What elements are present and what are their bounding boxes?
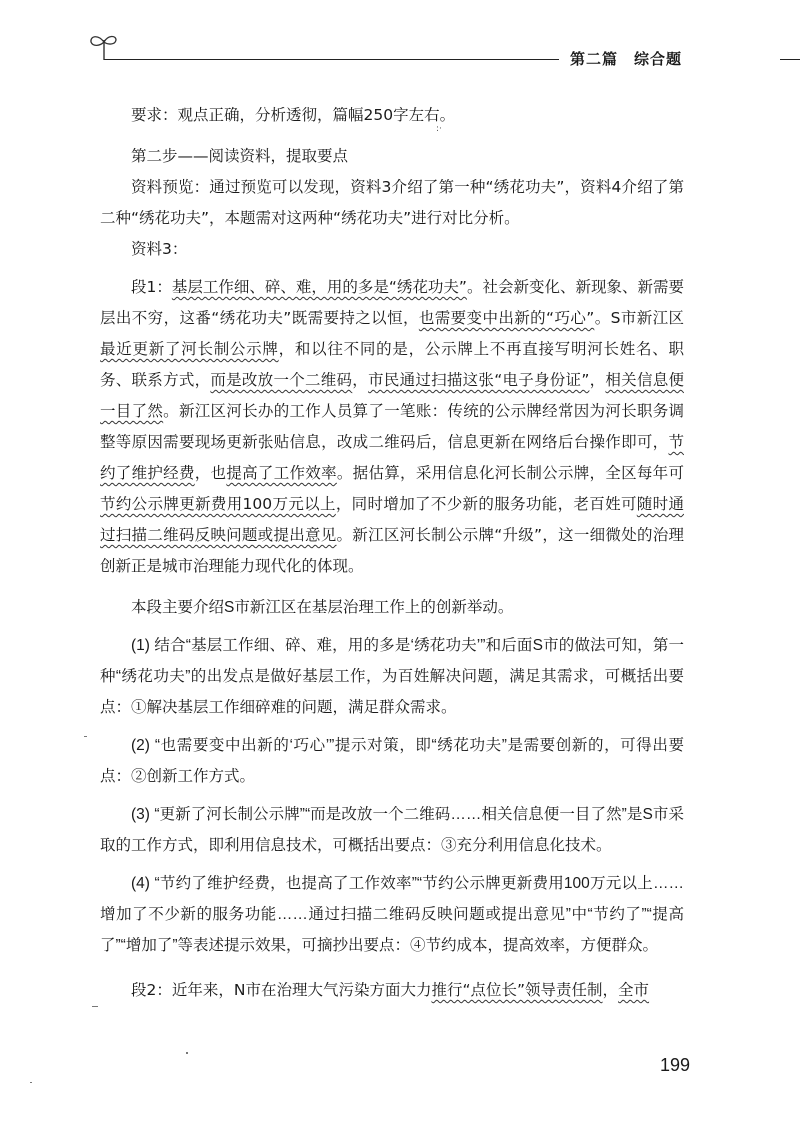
p1-wavy-10: 随时通过扫描二维码反映问题或提出意见 (100, 495, 684, 544)
paragraph-2 (100, 975, 684, 1006)
page-number: 199 (660, 1055, 691, 1075)
p1-text-7: ，也 (194, 464, 227, 482)
section-title: 第二篇 综合题 (570, 50, 683, 68)
paragraph-1 (100, 272, 684, 582)
p1-text-6: 。新江区河长办的工作人员算了一笔账：传统的公示牌经常因为河长职务调整等原因需要现场更新张贴信息，改成二维码后，信息更新在网络后台操作即可， (100, 402, 684, 451)
p1-text-3: ，和以往不同的是，公示牌上不再直接写明河长姓名、职务、联系方式， (100, 340, 684, 389)
p1-wavy-6: 相关信息便一目了然 (100, 371, 684, 420)
page-body (100, 100, 684, 1006)
p1-lead: 段1： (131, 278, 172, 296)
p1-text-1: 。社会新变化、新现象、新需要层出不穷，这番“绣花功夫”既需要持之以恒， (100, 278, 684, 327)
note-3: (3) “更新了河长制公示牌”“而是改放一个二维码……相关信息便一目了然”是S市采取的工作方式，即利用信息技术，可概括出要点：③充分利用信息化技术。 (100, 806, 684, 854)
material-label: 资料3： (131, 240, 188, 258)
p1-text-2: 。S市新江区 (594, 309, 685, 327)
p1-text-8: 。据估算，采用信息化河长制公示牌，全区每年可 (336, 464, 684, 482)
scan-speck (186, 1052, 188, 1054)
p2-wavy-2: 全市 (618, 981, 650, 999)
scan-speck (92, 1006, 98, 1007)
p1-text-10: 。新江区河长制公示牌“升级”，这一细微处的治理创新正是城市治理能力现代化的体现。 (100, 526, 684, 575)
scan-speck (84, 736, 87, 737)
scan-speck (30, 1082, 32, 1083)
header-rule-right (780, 59, 800, 60)
scan-marks: :· (436, 124, 442, 134)
p1-wavy-5: 市民通过扫描这张“电子身份证” (368, 371, 590, 389)
p1-wavy-4: 而是改放一个二维码 (210, 371, 353, 389)
note-4: (4) “节约了维护经费，也提高了工作效率”“节约公示牌更新费用100万元以上……增加了不少新的服务功能……通过扫描二维码反映问题或提出意见”中“节约了”“提高了”“增加了”等表述提示效果，可摘抄出要点：④节约成本，提高效率，方便群众。 (100, 875, 684, 954)
p1-text-9: ，同时增加了不少新的服务功能，老百姓可 (335, 495, 637, 513)
p1-text-5: ， (589, 371, 606, 389)
p1-wavy-2: 也需要变中出新的“巧心” (418, 309, 595, 327)
p2-text-1: 段2：近年来，N市在治理大气污染方面大力 (131, 981, 432, 999)
p2-text-2: ， (602, 981, 619, 999)
note-2: (2) “也需要变中出新的‘巧心’”提示对策，即“绣花功夫”是需要创新的，可得出要点：②创新工作方式。 (100, 737, 684, 785)
p1-wavy-1: 基层工作细、碎、难，用的多是“绣花功夫” (171, 278, 467, 296)
note-1: (1) 结合“基层工作细、碎、难，用的多是‘绣花功夫’”和后面S市的做法可知，第一种“绣花功夫”的出发点是做好基层工作，为百姓解决问题，满足其需求，可概括出要点：①解决基层工作细碎难的问题，满足群众需求。 (100, 637, 684, 716)
requirement-line: 要求：观点正确，分析透彻，篇幅250字左右。 (131, 106, 456, 124)
paragraph-summary: 本段主要介绍S市新江区在基层治理工作上的创新举动。 (131, 599, 514, 616)
p1-text-4: ， (352, 371, 369, 389)
step-heading: 第二步——阅读资料，提取要点 (131, 147, 349, 165)
p1-wavy-8: 提高了工作效率 (226, 464, 337, 482)
p1-wavy-9: 节约公示牌更新费用100万元以上 (100, 495, 336, 513)
p1-wavy-7: 节约了维护经费 (100, 433, 684, 482)
p1-wavy-3: 最近更新了河长制公示牌 (100, 340, 279, 358)
material-preview: 资料预览：通过预览可以发现，资料3介绍了第一种“绣花功夫”，资料4介绍了第二种“绣花功夫”，本题需对这两种“绣花功夫”进行对比分析。 (100, 178, 684, 227)
p2-wavy-1: 推行“点位长”领导责任制 (431, 981, 603, 999)
header-rule-left (104, 59, 559, 60)
